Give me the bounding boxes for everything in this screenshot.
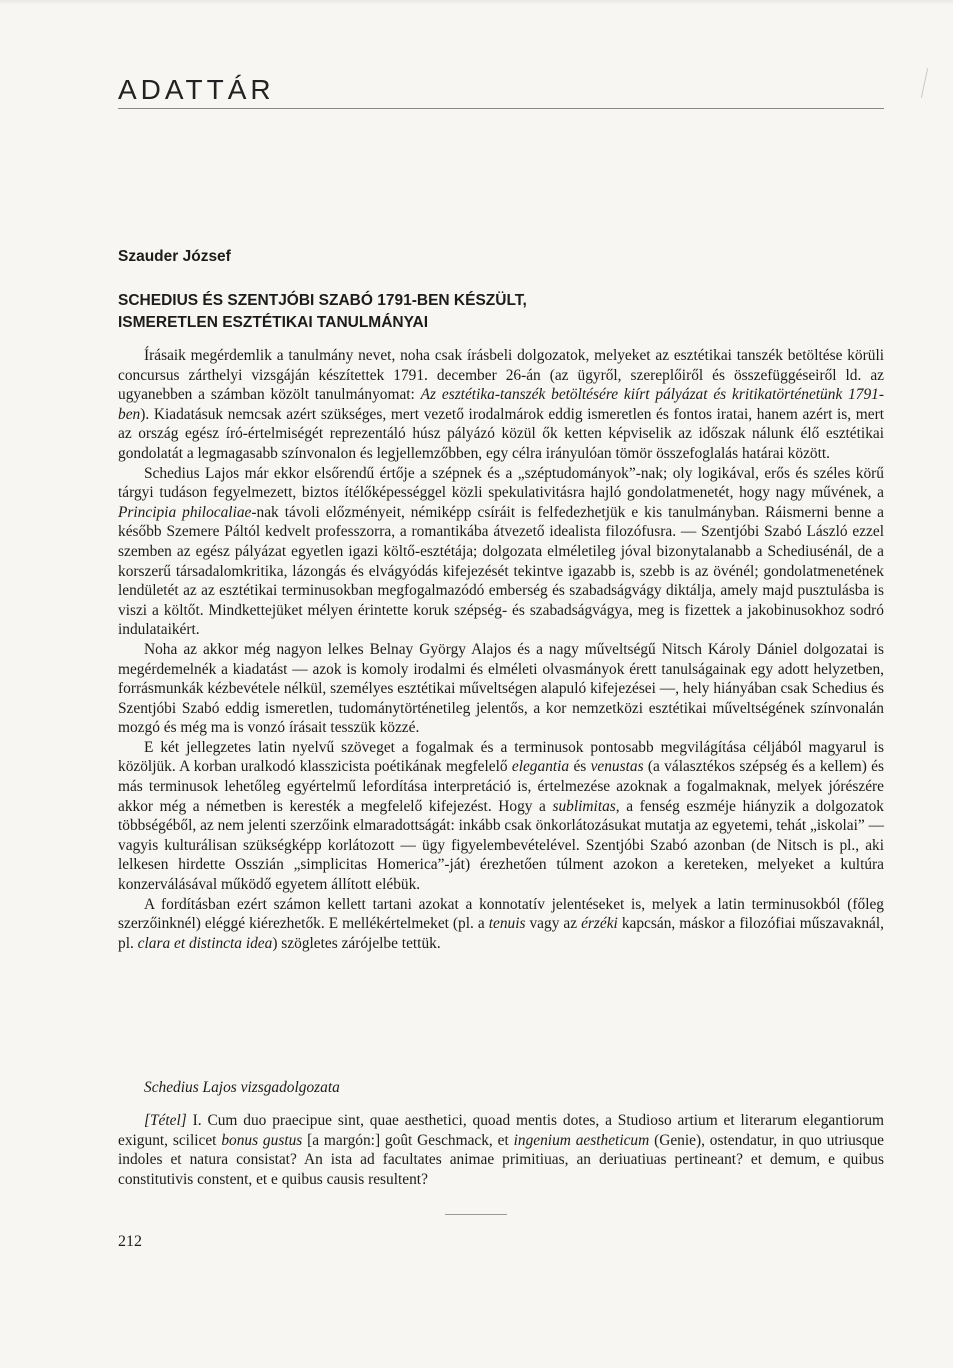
p4-italic-1: elegantia bbox=[511, 758, 570, 776]
latin-italic-1: bonus gustus bbox=[221, 1131, 303, 1149]
latin-text-b: [a margón:] goût Geschmack, et bbox=[302, 1131, 514, 1149]
article-title bbox=[118, 290, 527, 334]
appendix-heading: Schedius Lajos vizsgadolgozata bbox=[144, 1079, 340, 1096]
p4-italic-2: venustas bbox=[590, 758, 644, 776]
article-title-line-1: SCHEDIUS ÉS SZENTJÓBI SZABÓ 1791-BEN KÉSZÜLT, bbox=[118, 292, 527, 309]
scan-top-edge bbox=[0, 0, 953, 5]
paragraph-3: Noha az akkor még nagyon lelkes Belnay György Alajos és a nagy műveltségű Nitsch Károly Dániel dolgozatai is megérdemelnék a kiadatást — azok is komoly irodalmi és elméleti olvasmányok érett tanulságainak egy adott helyzetben, forrásmunkák kézbevétele nélkül, személyes esztétikai műveltségen alapuló kifejezései —, hely hiányában csak Schedius és Szentjóbi Szabó eddig ismeretlen, tudománytörténetileg jelentős, a kor nemzetközi esztétikai műveltségének színvonalán mozgó és még ma is vonzó írásait tesszük közzé. bbox=[118, 640, 884, 737]
section-title: ADATTÁR bbox=[118, 74, 275, 105]
p4-text-a: E két jellegzetes latin nyelvű szöveget a fogalmak és a terminusok pontosabb megvilágítása céljából magyarul is közöljük. A korban uralkodó klasszicista poétikának megfelelő bbox=[118, 738, 884, 776]
p4-text-b: és bbox=[569, 758, 591, 776]
p1-italic-title: Az esztétika-tanszék betöltésére kiírt pályázat és kritikatörténetünk 1791-ben bbox=[118, 386, 885, 423]
tetel-label: [Tétel] bbox=[144, 1112, 187, 1129]
p4-text-c: (a választékos szépség és a kellem) és más terminusok lehetőleg egyértelmű lefordítása interpretáció is, értelmezése azoknak a fogalmaknak, melyek jórészére akkor még a németben is keresték a megfelelő kifejezést. Hogy a bbox=[118, 758, 884, 815]
paragraph-1 bbox=[118, 346, 884, 464]
latin-text bbox=[118, 1111, 884, 1189]
end-rule bbox=[445, 1214, 507, 1215]
paragraph-4 bbox=[118, 738, 884, 895]
p5-text-d: ) szögletes zárójelbe tettük. bbox=[272, 934, 441, 952]
title-rule bbox=[118, 108, 884, 109]
paragraph-5 bbox=[118, 895, 884, 954]
article-body bbox=[118, 346, 884, 953]
p1-text-a: Írásaik megérdemlik a tanulmány nevet, noha csak írásbeli dolgozatok, melyeket az esztétikai tanszék betöltése körüli concursus zárthelyi vizsgáján készítettek 1791. december 26-án (az ügyről, szereplőiről és összefüggéseiről ld. az ugyanebben a számban közölt tanulmányomat: bbox=[118, 347, 884, 404]
page-number: 212 bbox=[118, 1233, 142, 1250]
author-name: Szauder József bbox=[118, 248, 231, 265]
latin-text-c: (Genie), ostendatur, in quo utriusque indoles et natura consistat? An ista ad facultates animae primitiuas, an deriuatiuas pertineant? et demum, e quibus constitutivis constent, et e quibus causis resultent? bbox=[118, 1131, 885, 1188]
p1-text-b: ). Kiadatásuk nemcsak azért szükséges, mert vezető irodalmárok eddig ismeretlen és fontos iratai, hanem azért is, mert az ország egész író-értelmiségét reprezentáló húsz pályázó közül ők ketten képviselik az időszak nálunk élő esztétikai gondolatát a legmagasabb színvonalon és legjellemzőbben, egy célra irányulóan tömör összefoglalás határai között. bbox=[118, 405, 884, 462]
article-title-line-2: ISMERETLEN ESZTÉTIKAI TANULMÁNYAI bbox=[118, 314, 429, 331]
p5-italic-1: tenuis bbox=[488, 915, 526, 933]
p5-text-c: kapcsán, máskor a filozófiai műszavaknál, pl. bbox=[118, 915, 884, 952]
p2-italic-work: Principia philocaliae bbox=[118, 503, 252, 521]
p2-text-b: -nak távoli előzményeit, némiképp csíráit is felfedezhetjük e kis tanulmányban. Ráismerni benne a később Szemere Páltól kedvelt professzorra, a romantikába átvezető idealista filozófusra. — Szentjóbi Szabó László ezzel szemben az egész pályázat egyetlen igazi költő-esztétája; dolgozata elméletileg jóval bizonytalanabb a Schediusénál, de a korszerű társadalomkritika, lázongás és elvágyódás kifejezését tekintve igazabb is, szebb is az övénél; gondolatmenetének lendületét az az esztétikai terminusokban megfogalmazódó emberség és szabadságvágy diktálja, amely majd pusztulásba is viszi a költőt. Mindkettejüket mélyen érintette koruk szépség- és szabadságvágya, meg is fizettek a jakobinusokhoz sodró indulataikért. bbox=[118, 503, 884, 639]
latin-italic-2: ingenium aestheticum bbox=[513, 1131, 650, 1149]
p4-text-d: , a fenség eszméje hiányzik a dolgozatok többségéből, az nem jelenti szerzőink elmaradottságát: inkább csak önkorlátozásukat mutatja az egyetemi, tehát „iskolai” — vagyis kulturálisan szükségképp korlátozott — ügy figyelembevételével. Szentjóbi Szabó azonban (de Nitsch is pl., aki lelkesen hirdette Osszián „simplicitas Homerica”-ját) érezhetően túlment azokon a kereteken, melyeket a kultúra konzerválásával működő egyetem állított elébük. bbox=[118, 797, 884, 894]
p4-italic-3: sublimitas bbox=[552, 797, 616, 815]
p5-text-b: vagy az bbox=[525, 915, 582, 933]
p2-text-a: Schedius Lajos már ekkor elsőrendű értője a szépnek és a „széptudományok”-nak; oly logikával, erős és széles körű tárgyi tudáson fegyelmezett, biztos ítélőképességgel közli spekulativitásra hajló gondolatmenetét, hogy nagy művének, a bbox=[118, 464, 884, 502]
scan-mark bbox=[921, 68, 928, 98]
paragraph-2 bbox=[118, 464, 884, 640]
p5-italic-3: clara et distincta idea bbox=[137, 934, 273, 952]
latin-paragraph bbox=[118, 1111, 884, 1189]
p5-text-a: A fordításban ezért számon kellett tartani azokat a konnotatív jelentéseket is, melyek a latin terminusokból (főleg szerzőinknél) eléggé kiérezhetők. E mellékértelmeket (pl. a bbox=[118, 895, 884, 933]
p5-italic-2: érzéki bbox=[581, 915, 618, 933]
latin-text-a: I. Cum duo praecipue sint, quae aesthetici, quoad mentis dotes, a Studioso artium et literarum elegantiorum exigunt, scilicet bbox=[118, 1112, 884, 1149]
